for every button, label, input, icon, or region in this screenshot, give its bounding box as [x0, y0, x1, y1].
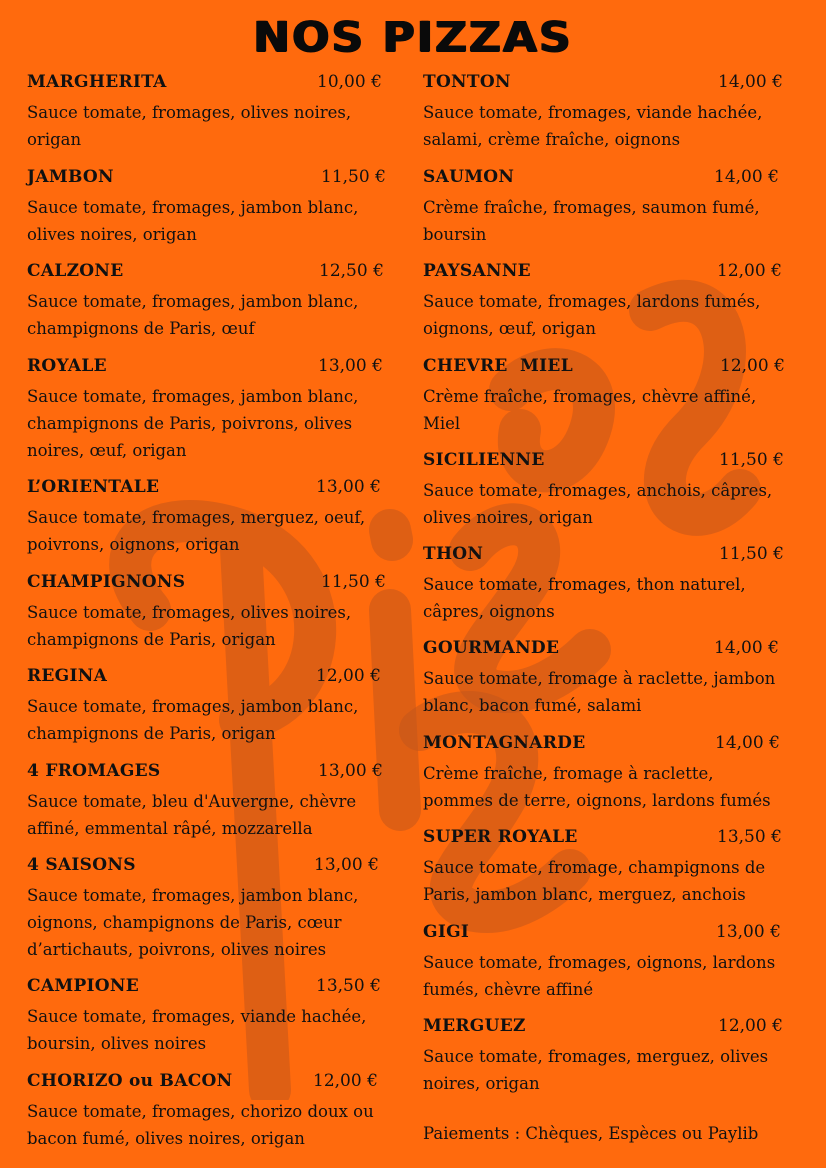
pizza-name: CHEVRE MIEL — [423, 356, 573, 376]
pizza-price: 14,00 € — [714, 167, 779, 187]
pizza-description: Sauce tomate, fromages, viande hachée, boursin, olives noires — [27, 1007, 367, 1053]
pizza-price: 12,00 € — [718, 1016, 783, 1036]
pizza-price: 11,50 € — [719, 544, 784, 564]
menu-item — [27, 572, 387, 653]
pizza-description: Sauce tomate, fromages, anchois, câpres, olives noires, origan — [423, 481, 773, 527]
menu-item — [423, 638, 788, 719]
payment-methods: Paiements : Chèques, Espèces ou Paylib — [423, 1124, 759, 1143]
pizza-price: 13,00 € — [314, 855, 379, 875]
pizza-name: MARGHERITA — [27, 72, 167, 92]
pizza-description: Sauce tomate, fromages, merguez, oeuf, poivrons, oignons, origan — [27, 508, 366, 554]
pizza-description: Sauce tomate, fromages, thon naturel, câpres, oignons — [423, 575, 746, 621]
pizza-name: TONTON — [423, 72, 511, 92]
menu-item — [423, 356, 788, 437]
pizza-name: 4 FROMAGES — [27, 761, 161, 781]
pizza-price: 11,50 € — [321, 167, 386, 187]
pizza-description: Sauce tomate, fromage à raclette, jambon blanc, bacon fumé, salami — [423, 669, 776, 715]
pizza-price: 12,00 € — [316, 666, 381, 686]
pizza-name: CAMPIONE — [27, 976, 139, 996]
pizza-name: JAMBON — [27, 167, 114, 187]
menu-item — [423, 544, 788, 625]
pizza-price: 11,50 € — [719, 450, 784, 470]
pizza-name: MERGUEZ — [423, 1016, 526, 1036]
pizza-description: Crème fraîche, fromage à raclette, pommes de terre, oignons, lardons fumés — [423, 764, 771, 810]
pizza-price: 13,50 € — [717, 827, 782, 847]
pizza-price: 14,00 € — [714, 638, 779, 658]
pizza-description: Sauce tomate, fromages, merguez, olives noires, origan — [423, 1047, 769, 1093]
pizza-price: 13,00 € — [318, 761, 383, 781]
pizza-name: PAYSANNE — [423, 261, 531, 281]
menu-item — [27, 976, 387, 1057]
menu-item — [423, 1016, 788, 1097]
menu-item — [27, 761, 387, 842]
pizza-price: 13,00 € — [318, 356, 383, 376]
pizza-name: CHAMPIGNONS — [27, 572, 186, 592]
pizza-description: Sauce tomate, fromages, jambon blanc, olives noires, origan — [27, 198, 359, 244]
menu-item — [27, 356, 387, 464]
pizza-name: THON — [423, 544, 484, 564]
pizza-price: 14,00 € — [715, 733, 780, 753]
pizza-price: 12,50 € — [319, 261, 384, 281]
pizza-name: ROYALE — [27, 356, 107, 376]
menu-item — [27, 666, 387, 747]
menu-item — [423, 827, 788, 908]
page-title: NOS PIZZAS — [253, 13, 573, 62]
pizza-price: 13,50 € — [316, 976, 381, 996]
pizza-description: Sauce tomate, fromages, olives noires, origan — [27, 103, 352, 149]
pizza-description: Crème fraîche, fromages, saumon fumé, boursin — [423, 198, 760, 244]
pizza-name: REGINA — [27, 666, 108, 686]
menu-item — [27, 477, 387, 558]
pizza-name: GOURMANDE — [423, 638, 560, 658]
pizza-name: CHORIZO ou BACON — [27, 1071, 233, 1091]
pizza-name: SAUMON — [423, 167, 515, 187]
menu-item — [423, 450, 788, 531]
pizza-name: SUPER ROYALE — [423, 827, 578, 847]
pizza-description: Sauce tomate, fromages, olives noires, champignons de Paris, origan — [27, 603, 352, 649]
pizza-description: Sauce tomate, fromage, champignons de Paris, jambon blanc, merguez, anchois — [423, 858, 766, 904]
pizza-price: 12,00 € — [720, 356, 785, 376]
pizza-name: SICILIENNE — [423, 450, 545, 470]
pizza-description: Sauce tomate, fromages, jambon blanc, champignons de Paris, origan — [27, 697, 359, 743]
pizza-description: Crème fraîche, fromages, chèvre affiné, Miel — [423, 387, 757, 433]
menu-item — [423, 261, 788, 342]
pizza-price: 11,50 € — [321, 572, 386, 592]
pizza-price: 14,00 € — [718, 72, 783, 92]
pizza-price: 12,00 € — [313, 1071, 378, 1091]
pizza-description: Sauce tomate, bleu d'Auvergne, chèvre affiné, emmental râpé, mozzarella — [27, 792, 357, 838]
pizza-price: 13,00 € — [316, 477, 381, 497]
pizza-description: Sauce tomate, fromages, jambon blanc, oignons, champignons de Paris, cœur d’artichauts, poivrons, olives noires — [27, 886, 359, 959]
menu-item — [423, 922, 788, 1003]
menu-item — [27, 72, 387, 153]
pizza-description: Sauce tomate, fromages, jambon blanc, champignons de Paris, poivrons, olives noires, œuf, origan — [27, 387, 359, 460]
pizza-description: Sauce tomate, fromages, viande hachée, salami, crème fraîche, oignons — [423, 103, 763, 149]
pizza-name: CALZONE — [27, 261, 124, 281]
pizza-description: Sauce tomate, fromages, jambon blanc, champignons de Paris, œuf — [27, 292, 359, 338]
pizza-name: GIGI — [423, 922, 470, 942]
menu-item — [423, 167, 788, 248]
pizza-description: Sauce tomate, fromages, lardons fumés, oignons, œuf, origan — [423, 292, 761, 338]
pizza-description: Sauce tomate, fromages, chorizo doux ou bacon fumé, olives noires, origan — [27, 1102, 374, 1148]
pizza-price: 10,00 € — [317, 72, 382, 92]
menu-item — [27, 167, 387, 248]
menu-item — [27, 261, 387, 342]
menu-item — [423, 72, 788, 153]
pizza-description: Sauce tomate, fromages, oignons, lardons fumés, chèvre affiné — [423, 953, 776, 999]
menu-item — [423, 733, 788, 814]
pizza-price: 12,00 € — [717, 261, 782, 281]
pizza-name: L’ORIENTALE — [27, 477, 160, 497]
pizza-price: 13,00 € — [716, 922, 781, 942]
pizza-name: 4 SAISONS — [27, 855, 136, 875]
pizza-name: MONTAGNARDE — [423, 733, 586, 753]
menu-item — [27, 855, 387, 963]
menu-item — [27, 1071, 387, 1152]
